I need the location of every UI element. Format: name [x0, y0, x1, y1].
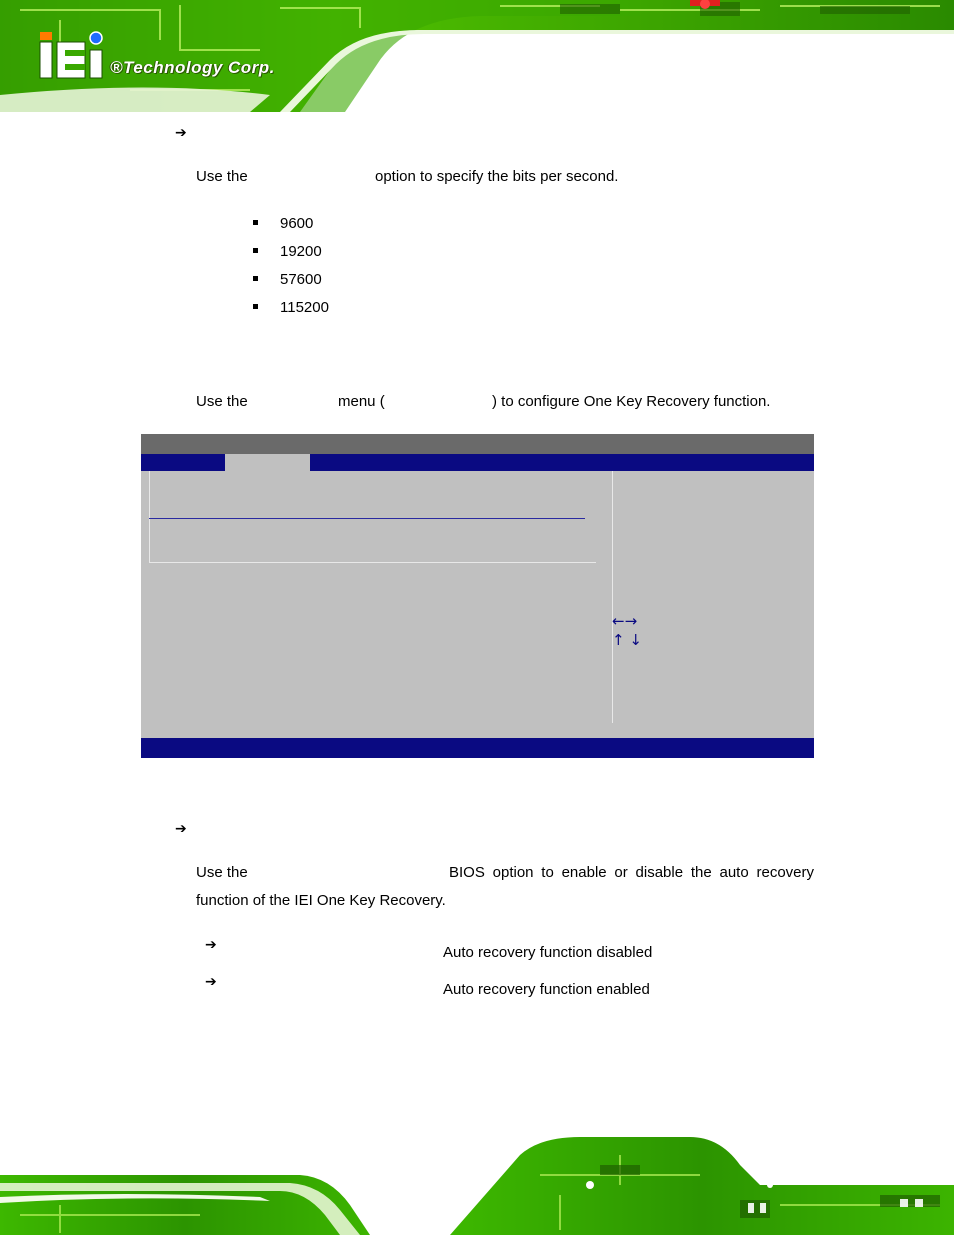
auto-option-disabled-desc: Auto recovery function disabled: [443, 944, 653, 961]
square-bullet-icon: [253, 220, 258, 225]
bios-screen: [141, 434, 814, 758]
bios-separator: [149, 518, 585, 519]
square-bullet-icon: [253, 276, 258, 281]
recovery-description-2: menu (: [338, 393, 385, 410]
baud-option: 57600: [280, 271, 322, 288]
up-down-arrows-icon: ↑ ↓: [612, 631, 642, 649]
square-bullet-icon: [253, 304, 258, 309]
arrow-bullet-icon: ➔: [205, 974, 217, 990]
bios-key-legend: [612, 612, 642, 650]
circuit-board-graphic: [0, 0, 954, 112]
auto-description-3: function of the IEI One Key Recovery.: [196, 892, 446, 909]
arrow-bullet-icon: ➔: [175, 125, 187, 141]
bios-title-bar: [141, 434, 814, 454]
baud-description-start: Use the: [196, 168, 248, 185]
baud-option: 19200: [280, 243, 322, 260]
header-banner: [0, 0, 954, 112]
recovery-description-1: Use the: [196, 393, 248, 410]
auto-option-enabled-desc: Auto recovery function enabled: [443, 981, 650, 998]
footer-banner: [0, 1125, 954, 1235]
baud-description-end: option to specify the bits per second.: [375, 168, 619, 185]
bios-help-divider: [612, 471, 613, 723]
bios-menu-tab-active[interactable]: [225, 454, 310, 471]
arrow-bullet-icon: ➔: [205, 937, 217, 953]
auto-description-1: Use the: [196, 864, 248, 881]
left-right-arrows-icon: ←→: [612, 612, 638, 630]
square-bullet-icon: [253, 248, 258, 253]
recovery-description-3: ) to configure One Key Recovery function.: [492, 393, 771, 410]
circuit-board-graphic: [0, 1125, 954, 1235]
bios-status-bar: [141, 738, 814, 758]
baud-option: 115200: [280, 299, 329, 316]
auto-description-2: BIOS option to enable or disable the auto recovery: [449, 864, 814, 881]
baud-option: 9600: [280, 215, 314, 232]
brand-name: ®Technology Corp.: [110, 58, 275, 77]
arrow-bullet-icon: ➔: [175, 821, 187, 837]
bios-main-pane: [149, 471, 596, 563]
